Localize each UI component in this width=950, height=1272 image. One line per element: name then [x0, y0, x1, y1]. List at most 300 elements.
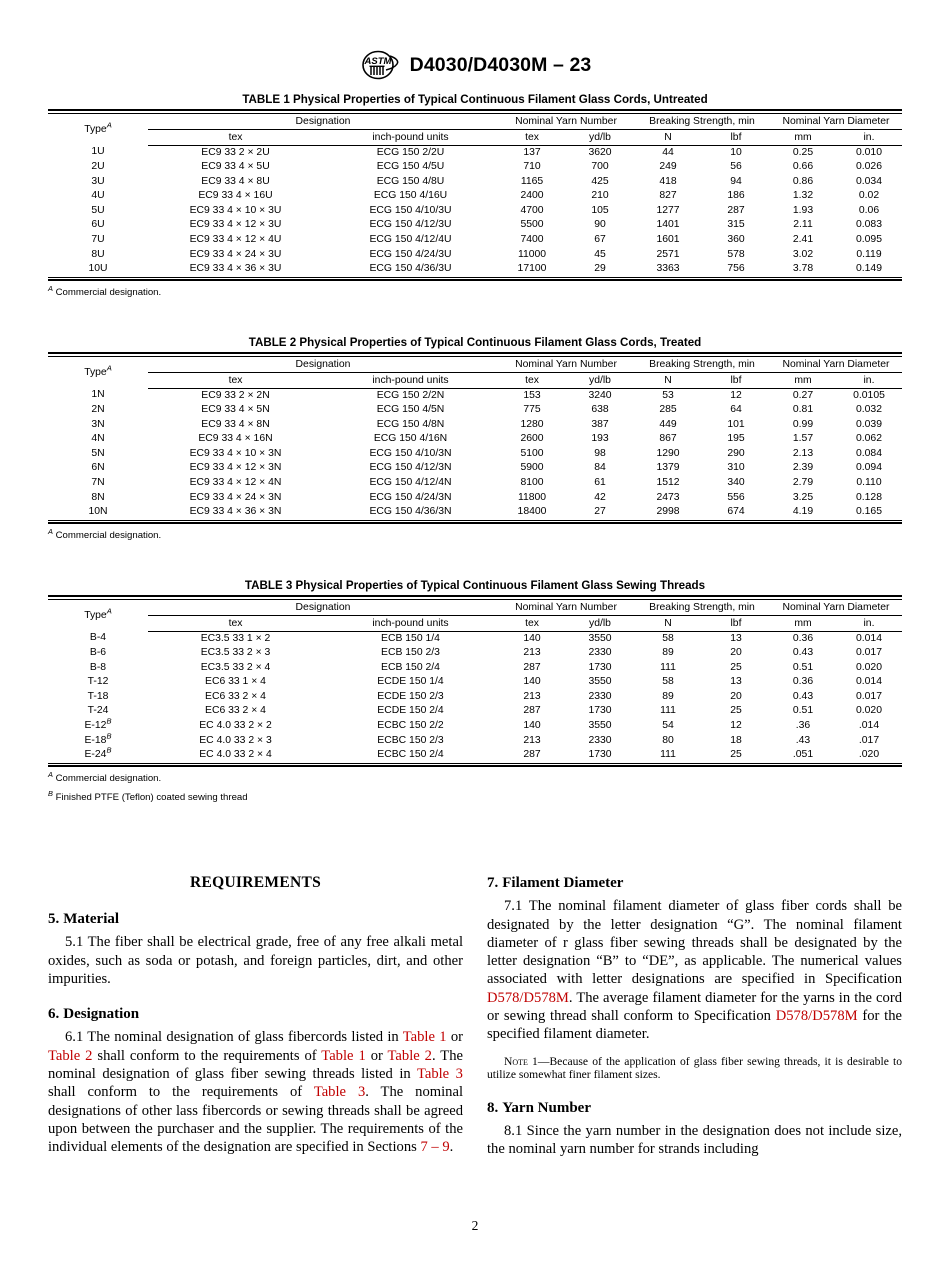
table-row — [48, 491, 902, 506]
cell-type: E-12$^B$ — [84, 716, 112, 732]
note-label: Note 1 — [504, 1054, 538, 1068]
link-d578-d578m[interactable]: D578/D578M — [487, 989, 569, 1006]
cell-value: EC9 33 4 × 10 × 3N — [189, 447, 282, 459]
cell-value: 89 — [662, 690, 674, 702]
header-group-breaking-strength: Breaking Strength, min — [634, 113, 770, 129]
table-row — [48, 233, 902, 248]
text-run: shall conform to the requirements of — [92, 1047, 322, 1064]
cell-value: EC9 33 4 × 12 × 4N — [189, 477, 282, 489]
row-footnote-marker: B — [106, 731, 112, 741]
cell-value: 1165 — [520, 175, 544, 187]
cell-value: 89 — [662, 647, 674, 659]
cell-value: 2600 — [520, 433, 544, 445]
type-footnote-marker: A — [106, 606, 112, 616]
table-row — [48, 675, 902, 690]
cell-value: 3240 — [588, 389, 612, 401]
header-group-breaking-strength: Breaking Strength, min — [634, 599, 770, 615]
cell-value: EC6 33 1 × 4 — [205, 676, 266, 688]
cell-type: 5N — [91, 447, 105, 459]
cell-type: 6N — [91, 462, 105, 474]
cell-value: EC9 33 4 × 8U — [201, 175, 270, 187]
cell-value: .014 — [858, 720, 880, 732]
header-sub-mm: mm — [770, 372, 836, 388]
table-2-title: TABLE 2 Physical Properties of Typical Continuous Filament Glass Cords, Treated — [248, 336, 702, 349]
table-row — [48, 262, 902, 277]
footnote-text: Commercial designation. — [55, 773, 162, 785]
cell-value: 8100 — [520, 477, 544, 489]
table-bottom-rule — [48, 520, 902, 523]
table-header-sub-row — [48, 372, 902, 388]
cell-value: EC9 33 4 × 5N — [201, 404, 270, 416]
header-type: Type$^A$ — [84, 363, 112, 378]
cell-value: ECG 150 4/16N — [373, 433, 448, 445]
cell-value: 285 — [659, 404, 677, 416]
table-2 — [48, 352, 902, 524]
header-sub-inch-pound: inch-pound units — [323, 615, 498, 631]
header-sub-tex: tex — [148, 615, 323, 631]
cell-value: 340 — [727, 477, 745, 489]
cell-value: 0.032 — [855, 404, 882, 416]
header-sub-tex: tex — [148, 372, 323, 388]
cell-value: 287 — [523, 705, 541, 717]
cell-value: 3550 — [588, 632, 612, 644]
table-header-sub-row — [48, 129, 902, 145]
cell-value: 2.41 — [792, 234, 814, 246]
section-7-1-paragraph — [487, 897, 902, 1043]
cell-value: 17100 — [517, 263, 547, 275]
cell-value: 0.149 — [855, 263, 882, 275]
section-5-number: 5. — [48, 911, 60, 927]
cell-value: 0.094 — [855, 462, 882, 474]
text-run: or — [365, 1047, 388, 1064]
cell-value: 2473 — [656, 491, 680, 503]
cell-value: 0.039 — [855, 418, 882, 430]
cell-value: 186 — [727, 190, 745, 202]
cell-value: 53 — [662, 389, 674, 401]
cell-type: 3N — [91, 418, 105, 430]
text-run: 7.1 The nominal filament diameter of glass fiber cords shall be designated by the letter designation “G”. The nominal filament diameter of r glass fiber sewing threads shall be designated by the letter designation “B” to “DE”, as applicable. The numerical values associated with letter designations are specified in Specification — [487, 898, 902, 988]
spacer — [487, 1082, 902, 1099]
cell-value: .017 — [858, 734, 880, 746]
cell-value: 2.13 — [792, 447, 814, 459]
cell-value: 867 — [659, 433, 677, 445]
cell-value: EC9 33 4 × 5U — [201, 161, 270, 173]
cell-value: EC9 33 4 × 36 × 3N — [189, 506, 282, 518]
section-5-1-paragraph: 5.1 The fiber shall be electrical grade, free of any free alkali metal oxides, such as soda or potash, and foreign particles, dirt, and other impurities. — [48, 934, 463, 987]
cell-value: 2330 — [588, 647, 612, 659]
cell-value: .051 — [792, 749, 814, 761]
cell-value: 20 — [730, 647, 742, 659]
section-7-number: 7. — [487, 875, 499, 891]
link-table-3[interactable]: Table 3 — [313, 1084, 366, 1101]
header-group-designation: Designation — [148, 599, 498, 615]
cell-value: 213 — [523, 690, 541, 702]
cell-value: EC9 33 2 × 2N — [201, 389, 270, 401]
cell-value: 140 — [523, 632, 541, 644]
cell-value: 387 — [591, 418, 609, 430]
cell-value: 0.36 — [792, 676, 814, 688]
link-d578-d578m[interactable]: D578/D578M — [775, 1008, 858, 1025]
header-sub-ydlb: yd/lb — [566, 372, 634, 388]
cell-value: 0.017 — [855, 647, 882, 659]
cell-type: 6U — [91, 219, 105, 231]
cell-value: ECG 150 4/12/3U — [369, 219, 452, 231]
cell-value: 210 — [591, 190, 609, 202]
header-sub-mm: mm — [770, 615, 836, 631]
cell-value: 13 — [730, 676, 742, 688]
cell-value: 0.062 — [855, 433, 882, 445]
link-sections-7-9[interactable]: 7 – 9 — [420, 1139, 450, 1156]
cell-value: ECG 150 4/10/3N — [369, 447, 452, 459]
cell-value: ECB 150 2/3 — [381, 647, 440, 659]
footnote-marker: A — [48, 527, 53, 537]
cell-value: EC9 33 4 × 24 × 3U — [189, 248, 282, 260]
cell-value: 0.128 — [855, 491, 882, 503]
header-sub-n: N — [634, 372, 702, 388]
cell-value: 84 — [594, 462, 606, 474]
right-text-column — [487, 874, 902, 1159]
cell-value: 1730 — [588, 749, 612, 761]
cell-value: EC9 33 4 × 12 × 4U — [189, 234, 282, 246]
table-row — [48, 461, 902, 476]
footnote-marker: A — [48, 284, 53, 294]
astm-logo-icon — [359, 50, 401, 80]
standard-designation: D4030/D4030M – 23 — [409, 53, 592, 76]
cell-value: 1379 — [656, 462, 680, 474]
cell-value: ECG 150 4/24/3N — [369, 491, 452, 503]
cell-value: EC6 33 2 × 4 — [205, 690, 266, 702]
table-row — [48, 218, 902, 233]
table-3 — [48, 595, 902, 767]
cell-value: 700 — [591, 161, 609, 173]
header-group-breaking-strength: Breaking Strength, min — [634, 356, 770, 372]
section-8-heading — [487, 1099, 902, 1117]
cell-value: ECG 150 4/5U — [376, 161, 445, 173]
cell-value: ECG 150 4/36/3U — [369, 263, 452, 275]
cell-value: 5500 — [520, 219, 544, 231]
cell-value: 3.02 — [792, 248, 814, 260]
table-1-title: TABLE 1 Physical Properties of Typical Continuous Filament Glass Cords, Untreated — [242, 93, 708, 106]
link-table-1[interactable]: Table 1 — [402, 1029, 447, 1046]
cell-value: 61 — [594, 477, 606, 489]
cell-value: EC9 33 4 × 10 × 3U — [189, 204, 282, 216]
footnote-marker: A — [48, 770, 53, 780]
header-sub-lbf: lbf — [702, 372, 770, 388]
cell-type: 8U — [91, 248, 105, 260]
header-sub-in: in. — [836, 129, 902, 145]
cell-value: EC9 33 4 × 8N — [201, 418, 270, 430]
cell-value: 111 — [660, 749, 676, 761]
header-group-nominal-yarn-diameter: Nominal Yarn Diameter — [770, 113, 902, 129]
table-row — [48, 189, 902, 204]
table-row — [48, 690, 902, 705]
cell-value: 2571 — [656, 248, 680, 260]
cell-value: 0.010 — [855, 146, 882, 158]
note-text: —Because of the application of glass fiber sewing threads, it is desirable to utilize somewhat finer filament sizes. — [487, 1054, 902, 1082]
cell-value: ECG 150 4/12/4U — [369, 234, 452, 246]
cell-value: 1512 — [656, 477, 680, 489]
text-run: for the specified filament diameter. — [487, 1008, 902, 1043]
header-sub-mm: mm — [770, 129, 836, 145]
cell-value: 0.026 — [855, 161, 882, 173]
cell-value: 11800 — [517, 491, 547, 503]
cell-value: 827 — [659, 190, 677, 202]
link-table-2[interactable]: Table 2 — [48, 1047, 93, 1064]
cell-type: T-12 — [87, 676, 109, 688]
header-sub-n: N — [634, 129, 702, 145]
cell-value: ECDE 150 1/4 — [377, 676, 444, 688]
cell-value: EC6 33 2 × 4 — [205, 705, 266, 717]
cell-value: 0.43 — [792, 647, 814, 659]
cell-value: 13 — [730, 632, 742, 644]
cell-value: 0.51 — [792, 661, 814, 673]
cell-value: 0.083 — [855, 219, 882, 231]
text-run: shall conform to the requirements of — [48, 1084, 314, 1101]
table-row — [48, 418, 902, 433]
section-6-title: Designation — [63, 1006, 140, 1023]
cell-value: 0.0105 — [853, 389, 885, 401]
cell-value: 2.79 — [792, 477, 814, 489]
cell-value: 27 — [594, 506, 606, 518]
cell-value: ECG 150 2/2N — [376, 389, 445, 401]
cell-value: 105 — [591, 204, 609, 216]
table-row — [48, 719, 902, 734]
cell-value: 425 — [591, 175, 609, 187]
header-sub-lbf: lbf — [702, 129, 770, 145]
cell-value: 193 — [591, 433, 609, 445]
type-footnote-marker: A — [106, 363, 112, 373]
table-row — [48, 661, 902, 676]
table-row — [48, 447, 902, 462]
cell-value: 1280 — [520, 418, 544, 430]
cell-value: 67 — [594, 234, 606, 246]
cell-value: ECG 150 4/8N — [376, 418, 445, 430]
table-3-footnote-a — [48, 769, 902, 785]
cell-value: 4.19 — [792, 506, 814, 518]
cell-value: 18400 — [517, 506, 547, 518]
table-3-body — [48, 631, 902, 763]
header-sub-inch-pound: inch-pound units — [323, 129, 498, 145]
cell-value: ECG 150 4/10/3U — [369, 204, 452, 216]
cell-value: 0.02 — [858, 190, 880, 202]
cell-value: EC 4.0 33 2 × 4 — [199, 749, 272, 761]
table-row — [48, 646, 902, 661]
cell-value: 4700 — [520, 204, 544, 216]
table-row — [48, 175, 902, 190]
table-row — [48, 388, 902, 403]
section-6-1-paragraph — [48, 1028, 463, 1156]
section-6-heading — [48, 1005, 463, 1023]
cell-value: ECG 150 4/12/3N — [369, 462, 452, 474]
cell-value: 56 — [730, 161, 742, 173]
row-footnote-marker: B — [106, 716, 112, 726]
cell-type: B-6 — [89, 647, 107, 659]
cell-value: 0.99 — [792, 418, 814, 430]
link-table-2[interactable]: Table 2 — [387, 1047, 432, 1064]
cell-value: EC9 33 4 × 16N — [198, 433, 273, 445]
header-sub-tex-2: tex — [498, 129, 566, 145]
text-run: . — [449, 1139, 454, 1156]
cell-value: 0.43 — [792, 690, 814, 702]
cell-value: 315 — [727, 219, 745, 231]
cell-value: 98 — [594, 447, 606, 459]
header-group-nominal-yarn-number: Nominal Yarn Number — [498, 356, 634, 372]
text-run: . The average filament diameter for the yarns in the cord or sewing thread shall conform to Specification — [487, 989, 902, 1025]
header-sub-ydlb: yd/lb — [566, 615, 634, 631]
header-sub-inch-pound: inch-pound units — [323, 372, 498, 388]
cell-value: 0.25 — [792, 146, 814, 158]
cell-value: 3.25 — [792, 491, 814, 503]
cell-value: 1277 — [656, 204, 680, 216]
cell-value: ECBC 150 2/2 — [377, 720, 444, 732]
cell-value: 638 — [591, 404, 609, 416]
cell-value: 0.034 — [855, 175, 882, 187]
cell-value: 2.11 — [793, 219, 813, 231]
cell-type: E-18$^B$ — [84, 731, 112, 746]
section-7-title: Filament Diameter — [502, 875, 624, 891]
cell-value: 775 — [523, 404, 541, 416]
table-2-body — [48, 388, 902, 520]
cell-type: B-8 — [89, 661, 107, 673]
cell-value: EC 4.0 33 2 × 2 — [199, 720, 272, 732]
table-header-group-row — [48, 113, 902, 129]
cell-value: EC9 33 4 × 24 × 3N — [189, 491, 282, 503]
footnote-text: Commercial designation. — [55, 530, 162, 542]
cell-value: 64 — [730, 404, 742, 416]
table-row — [48, 505, 902, 520]
cell-value: 674 — [727, 506, 745, 518]
link-table-3[interactable]: Table 3 — [416, 1066, 463, 1083]
cell-type: 8N — [91, 491, 105, 503]
section-5-title: Material — [63, 911, 120, 927]
cell-value: EC3.5 33 2 × 3 — [200, 647, 271, 659]
cell-value: 20 — [730, 690, 742, 702]
cell-value: 556 — [727, 491, 745, 503]
cell-value: 3.78 — [792, 263, 814, 275]
cell-type: 4U — [91, 190, 105, 202]
cell-value: ECB 150 1/4 — [381, 632, 440, 644]
left-text-column — [48, 910, 463, 1157]
cell-value: ECBC 150 2/4 — [377, 749, 444, 761]
table-row — [48, 432, 902, 447]
cell-value: ECDE 150 2/4 — [377, 705, 444, 717]
cell-type: 7N — [91, 477, 105, 489]
cell-value: 7400 — [520, 234, 544, 246]
spacer — [487, 1044, 902, 1055]
cell-value: EC9 33 4 × 12 × 3U — [189, 219, 282, 231]
cell-value: EC3.5 33 1 × 2 — [200, 632, 271, 644]
table-row — [48, 704, 902, 719]
table-row — [48, 476, 902, 491]
cell-type: 10U — [88, 263, 108, 275]
section-6-number: 6. — [48, 1006, 60, 1023]
table-row — [48, 631, 902, 646]
cell-value: 1290 — [656, 447, 680, 459]
cell-value: 29 — [594, 263, 606, 275]
cell-value: 12 — [730, 389, 742, 401]
footnote-text: Commercial designation. — [55, 287, 162, 299]
cell-value: 25 — [730, 705, 742, 717]
table-3-title: TABLE 3 Physical Properties of Typical Continuous Filament Glass Sewing Threads — [244, 579, 706, 592]
cell-value: ECDE 150 2/3 — [377, 690, 444, 702]
cell-value: 360 — [727, 234, 745, 246]
header-group-nominal-yarn-number: Nominal Yarn Number — [498, 113, 634, 129]
requirements-heading: REQUIREMENTS — [189, 874, 322, 891]
header-type: Type$^A$ — [84, 120, 112, 135]
cell-value: 213 — [523, 647, 541, 659]
cell-value: 290 — [727, 447, 745, 459]
header-type: Type$^A$ — [84, 606, 112, 621]
cell-value: 12 — [730, 720, 742, 732]
cell-value: 0.014 — [855, 632, 882, 644]
table-1 — [48, 109, 902, 281]
cell-value: 2330 — [588, 734, 612, 746]
table-1-body — [48, 145, 902, 277]
cell-value: 1601 — [656, 234, 680, 246]
footnote-marker: B — [48, 788, 53, 798]
cell-type: 1N — [91, 389, 105, 401]
table-bottom-rule — [48, 277, 902, 280]
cell-value: 2998 — [656, 506, 680, 518]
cell-value: 0.36 — [792, 632, 814, 644]
table-2-footnote-a — [48, 526, 902, 542]
header-sub-in: in. — [836, 372, 902, 388]
cell-value: 1730 — [588, 661, 612, 673]
header-sub-lbf: lbf — [702, 615, 770, 631]
cell-value: 0.020 — [855, 705, 882, 717]
cell-value: 2.39 — [792, 462, 814, 474]
cell-value: 3550 — [588, 720, 612, 732]
cell-value: 5100 — [520, 447, 544, 459]
table-row — [48, 403, 902, 418]
cell-value: 2400 — [520, 190, 544, 202]
cell-value: 0.27 — [792, 389, 814, 401]
cell-value: 0.020 — [855, 661, 882, 673]
cell-value: 0.095 — [855, 234, 882, 246]
cell-value: 140 — [523, 676, 541, 688]
cell-value: 25 — [730, 749, 742, 761]
cell-value: 287 — [727, 204, 745, 216]
cell-value: 137 — [523, 146, 541, 158]
cell-type: E-24$^B$ — [84, 745, 112, 761]
header-group-nominal-yarn-diameter: Nominal Yarn Diameter — [770, 599, 902, 615]
cell-value: EC9 33 4 × 12 × 3N — [189, 462, 282, 474]
table-2-block — [48, 336, 902, 543]
cell-value: 0.165 — [855, 506, 882, 518]
text-run: or — [446, 1029, 463, 1046]
page-number: 2 — [471, 1218, 479, 1233]
cell-value: 3550 — [588, 676, 612, 688]
cell-value: ECG 150 4/24/3U — [369, 248, 452, 260]
cell-value: 0.06 — [858, 204, 880, 216]
cell-value: 195 — [727, 433, 745, 445]
cell-value: 0.81 — [792, 404, 814, 416]
cell-value: 111 — [660, 661, 676, 673]
cell-value: ECBC 150 2/3 — [377, 734, 444, 746]
header-group-nominal-yarn-diameter: Nominal Yarn Diameter — [770, 356, 902, 372]
cell-value: ECG 150 4/5N — [376, 404, 445, 416]
cell-value: 44 — [662, 146, 674, 158]
cell-value: 1730 — [588, 705, 612, 717]
cell-type: 1U — [91, 146, 105, 158]
cell-value: 111 — [660, 705, 676, 717]
cell-type: 5U — [91, 204, 105, 216]
link-table-1[interactable]: Table 1 — [321, 1047, 366, 1064]
cell-value: 10 — [730, 146, 742, 158]
cell-value: 58 — [662, 632, 674, 644]
cell-value: 449 — [659, 418, 677, 430]
cell-value: 1.32 — [792, 190, 814, 202]
